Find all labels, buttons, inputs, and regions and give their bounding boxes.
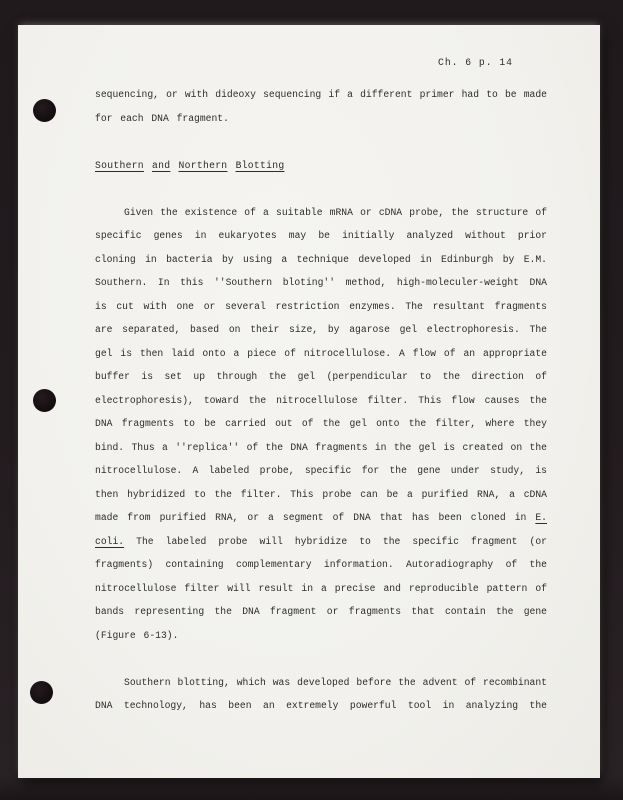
text-line: nitrocellulose. A labeled probe, specific for the gene under study, is [95,465,547,476]
paragraph [95,671,547,718]
text-line: DNA fragments to be carried out of the gel onto the filter, where they [95,418,547,429]
text-line: buffer is set up through the gel (perpendicular to the direction of [95,371,547,382]
paragraph [95,201,547,648]
page-header: Ch. 6 p. 14 [438,57,513,68]
page-body [95,83,547,718]
text-line: gel is then laid onto a piece of nitrocellulose. A flow of an appropriate [95,347,547,359]
text-line: bind. Thus a ''replica'' of the DNA fragments in the gel is created on the [95,441,547,453]
text-line: Southern blotting, which was developed before the advent of recombinant [124,676,547,688]
paragraph [95,83,547,130]
text-line: is cut with one or several restriction enzymes. The resultant fragments [95,300,547,312]
text-line: specific genes in eukaryotes may be initially analyzed without prior [95,230,547,241]
text-line: electrophoresis), toward the nitrocellulose filter. This flow causes the [95,394,547,406]
heading-line: Southern and Northern Blotting [95,159,285,171]
text-line: then hybridized to the filter. This probe can be a purified RNA, a cDNA [95,488,547,500]
punch-hole-middle-icon [33,389,56,412]
text-line: are separated, based on their size, by agarose gel electrophoresis. The [95,324,547,335]
text-line: fragments) containing complementary information. Autoradiography of the [95,559,547,570]
text-line: nitrocellulose filter will result in a precise and reproducible pattern of [95,582,547,594]
text-line: bands representing the DNA fragment or fragments that contain the gene [95,606,547,617]
text-line: for each DNA fragment. [95,112,229,124]
text-line: made from purified RNA, or a segment of DNA that has been cloned in E. [95,512,547,523]
text-line: Given the existence of a suitable mRNA or cDNA probe, the structure of [124,206,547,218]
punch-hole-bottom-icon [30,681,53,704]
document-page [18,25,600,778]
text-line: Southern. In this ''Southern bloting'' method, high-moleculer-weight DNA [95,277,547,288]
punch-hole-top-icon [33,99,56,122]
section-heading [95,154,547,178]
text-line: (Figure 6-13). [95,629,179,641]
text-line: cloning in bacteria by using a technique developed in Edinburgh by E.M. [95,253,547,265]
text-line: coli. The labeled probe will hybridize to the specific fragment (or [95,535,547,547]
text-line: DNA technology, has been an extremely powerful tool in analyzing the [95,700,547,711]
text-line: sequencing, or with dideoxy sequencing if a different primer had to be made [95,89,547,100]
